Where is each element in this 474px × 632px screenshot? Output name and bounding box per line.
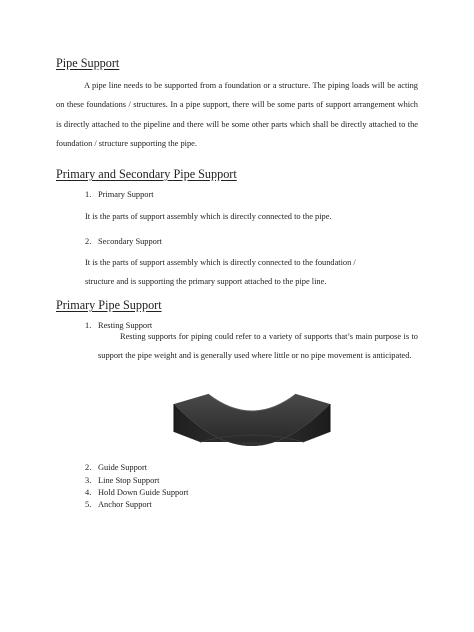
- list-number: 5.: [85, 500, 92, 509]
- paragraph-pipe-support: A pipe line needs to be supported from a foundation or a structure. The piping loads will be acting on these foundations / structures. In a pipe support, there will be some parts of support arrangement which is directly attached to the pipeline and there will be some other parts which shall be directly attached to the foundation / structure supporting the pipe.: [56, 81, 418, 148]
- list-item-anchor-support: Anchor Support: [98, 500, 152, 509]
- list-item-primary-support: Primary Support: [98, 190, 154, 199]
- list-number: 2.: [85, 463, 92, 472]
- secondary-support-description-line2: structure and is supporting the primary support attached to the pipe line.: [85, 277, 327, 286]
- list-item-resting-support: Resting Support: [98, 321, 153, 330]
- heading-primary-pipe-support: Primary Pipe Support: [56, 298, 162, 312]
- list-item-secondary-support: Secondary Support: [98, 237, 162, 246]
- list-number: 3.: [85, 476, 92, 485]
- resting-support-description: Resting supports for piping could refer to a variety of supports that’s main purpose is to support the pipe weight and is generally used where little or no pipe movement is anticipated.: [98, 332, 418, 361]
- list-number: 1.: [85, 190, 92, 199]
- secondary-support-description-line1: It is the parts of support assembly which is directly connected to the foundation /: [85, 258, 356, 267]
- heading-pipe-support: Pipe Support: [56, 56, 120, 70]
- primary-support-description: It is the parts of support assembly which is directly connected to the pipe.: [85, 212, 332, 221]
- list-item-guide-support: Guide Support: [98, 463, 148, 472]
- list-number: 2.: [85, 237, 92, 246]
- list-item-hold-down-guide-support: Hold Down Guide Support: [98, 488, 189, 497]
- list-item-line-stop-support: Line Stop Support: [98, 476, 160, 485]
- heading-primary-secondary: Primary and Secondary Pipe Support: [56, 167, 237, 181]
- pipe-saddle-image: [168, 388, 336, 450]
- list-number: 1.: [85, 321, 92, 330]
- list-number: 4.: [85, 488, 92, 497]
